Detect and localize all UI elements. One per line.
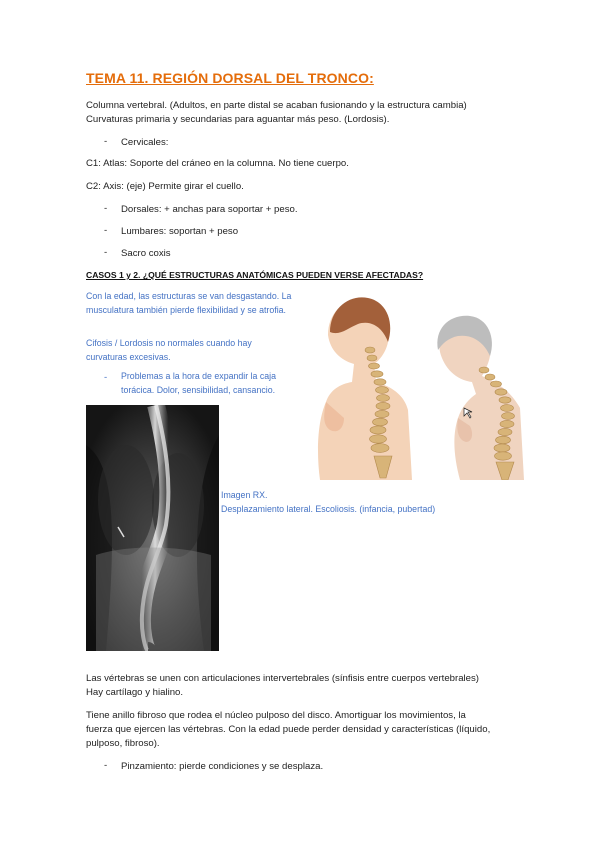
bottom-line-2: Hay cartílago y hialino. [86, 687, 184, 698]
bullet-dash: - [104, 247, 108, 258]
page-title: TEMA 11. REGIÓN DORSAL DEL TRONCO: [86, 70, 374, 86]
bottom-line-1: Las vértebras se unen con articulaciones intervertebrales (sínfisis entre cuerpos vertebrales) [86, 673, 480, 684]
rx-label: Imagen RX. [221, 490, 268, 500]
spine-illustration [300, 290, 562, 480]
bullet-dash: - [104, 203, 108, 214]
note-cifosis: Cifosis / Lordosis no normales cuando hay curvaturas excesivas. [86, 338, 252, 362]
item-cervicales: Cervicales: [121, 137, 169, 148]
item-pinzamiento: Pinzamiento: pierde condiciones y se desplaza. [121, 761, 324, 772]
xray-image [86, 405, 219, 651]
bottom-line-4: fuerza que ejercen las vértebras. Con la edad puede perder densidad y características (líquido, [86, 724, 491, 735]
bullet-dash: - [104, 372, 108, 383]
item-lumbares: Lumbares: soportan + peso [121, 226, 239, 237]
bullet-dash: - [104, 225, 108, 236]
casos-heading: CASOS 1 y 2. ¿QUÉ ESTRUCTURAS ANATÓMICAS PUEDEN VERSE AFECTADAS? [86, 270, 424, 280]
bullet-dash: - [104, 136, 108, 147]
intro-line-1: Columna vertebral. (Adultos, en parte distal se acaban fusionando y la estructura cambia) [86, 100, 467, 111]
item-c1: C1: Atlas: Soporte del cráneo en la columna. No tiene cuerpo. [86, 158, 349, 169]
note-edad: Con la edad, las estructuras se van desgastando. La musculatura también pierde flexibilidad y se atrofia. [86, 291, 292, 315]
bottom-line-3: Tiene anillo fibroso que rodea el núcleo pulposo del disco. Amortiguar los movimientos, la [86, 710, 466, 721]
bottom-line-5: pulposo, fibroso). [86, 738, 160, 749]
item-sacro: Sacro coxis [121, 248, 171, 259]
note-problemas: Problemas a la hora de expandir la caja torácica. Dolor, sensibilidad, cansancio. [121, 371, 277, 395]
bullet-dash: - [104, 760, 108, 771]
item-c2: C2: Axis: (eje) Permite girar el cuello. [86, 181, 244, 192]
intro-line-2: Curvaturas primaria y secundarias para aguantar más peso. (Lordosis). [86, 114, 390, 125]
rx-description: Desplazamiento lateral. Escoliosis. (infancia, pubertad) [221, 504, 436, 514]
item-dorsales: Dorsales: + anchas para soportar + peso. [121, 204, 298, 215]
